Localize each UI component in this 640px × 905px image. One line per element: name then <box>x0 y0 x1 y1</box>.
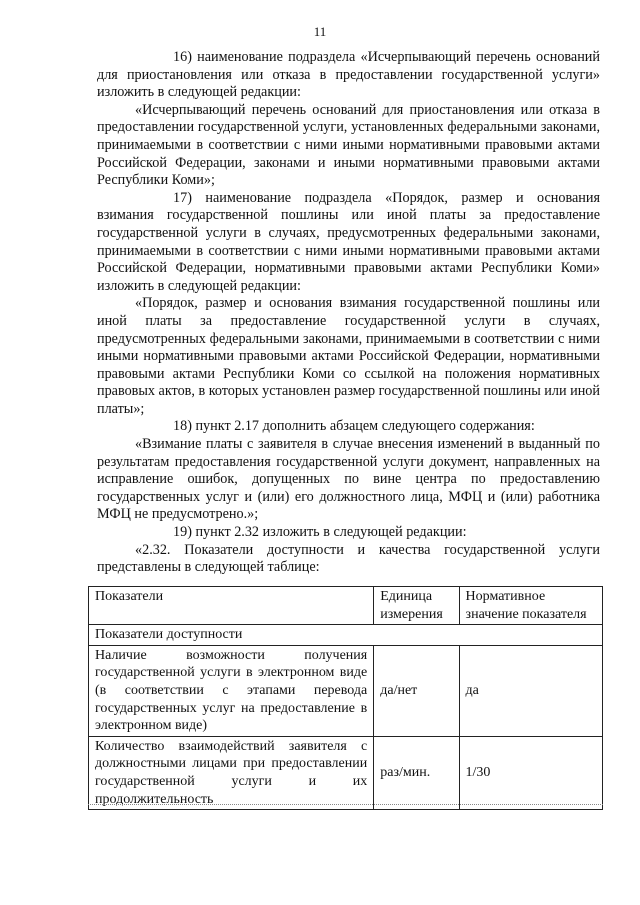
page-number: 11 <box>313 24 327 39</box>
row-indicator: Наличие возможности получения государственной услуги в электронном виде (в соответствии с этапами перевода государственных услуг на предоставление в электронном виде) <box>89 645 374 736</box>
item-number: 17) <box>173 189 192 206</box>
table-row <box>89 645 603 736</box>
document-body <box>97 49 600 577</box>
item-16-quote: «Исчерпывающий перечень оснований для приостановления или отказа в предоставлении государственной услуги, установленных федеральными законами, принимаемыми в соответствии с ними иными нормативными правовыми актами Российской Федерации, законами и иными нормативными правовыми актами Республики Коми»; <box>97 101 600 189</box>
header-unit: Единица измерения <box>374 587 459 625</box>
item-18-quote: «Взимание платы с заявителя в случае внесения изменений в выданный по результатам предоставления государственной услуги документ, направленных на исправление ошибок, допущенных по вине центра по предоставлению государственных услуг и (или) его должностного лица, МФЦ и (или) работника МФЦ не предусмотрено.»; <box>97 436 600 523</box>
item-17 <box>97 190 600 296</box>
item-16 <box>97 49 600 102</box>
item-18 <box>97 418 600 436</box>
item-number: 19) <box>173 524 192 541</box>
item-text: наименование подраздела «Порядок, размер и основания взимания государственной пошлины или иной платы за предоставление государственной услуги в случаях, предусмотренных федеральными законами, принимаемыми в соответствии с ними иными нормативными правовыми актами Российской Федерации, нормативными правовыми актами Республики Коми» изложить в следующей редакции: <box>97 189 600 294</box>
table-row <box>89 736 603 809</box>
item-19-quote: «2.32. Показатели доступности и качества государственной услуги представлены в следующей таблице: <box>97 541 600 576</box>
header-norm: Нормативное значение показателя <box>459 587 602 625</box>
section-title: Показатели доступности <box>89 625 603 646</box>
item-19 <box>97 524 600 542</box>
row-indicator: Количество взаимодействий заявителя с должностными лицами при предоставлении государственной услуги и их продолжительность <box>89 736 374 809</box>
table-section-row <box>89 625 603 646</box>
item-text: наименование подраздела «Исчерпывающий перечень оснований для приостановления или отказа в предоставлении государственной услуги» изложить в следующей редакции: <box>97 49 600 101</box>
row-unit: раз/мин. <box>374 736 459 809</box>
table-continuation-line <box>88 804 603 805</box>
item-number: 18) <box>173 418 192 435</box>
indicators-table <box>88 586 603 810</box>
item-number: 16) <box>173 49 192 65</box>
item-text: пункт 2.32 изложить в следующей редакции: <box>195 524 467 541</box>
item-text: пункт 2.17 дополнить абзацем следующего содержания: <box>195 418 535 435</box>
item-17-quote: «Порядок, размер и основания взимания государственной пошлины или иной платы за предоставление государственной услуги в случаях, предусмотренных федеральными законами, принимаемыми в соответствии с ними иными нормативными правовыми актами Российской Федерации, нормативными правовыми актами Республики Коми со ссылкой на положения нормативных правовых актов, в которых установлен размер государственной пошлины или иной платы»; <box>97 295 600 417</box>
row-value: да <box>459 645 602 736</box>
row-value: 1/30 <box>459 736 602 809</box>
row-unit: да/нет <box>374 645 459 736</box>
header-indicators: Показатели <box>89 587 374 625</box>
table-header-row <box>89 587 603 625</box>
